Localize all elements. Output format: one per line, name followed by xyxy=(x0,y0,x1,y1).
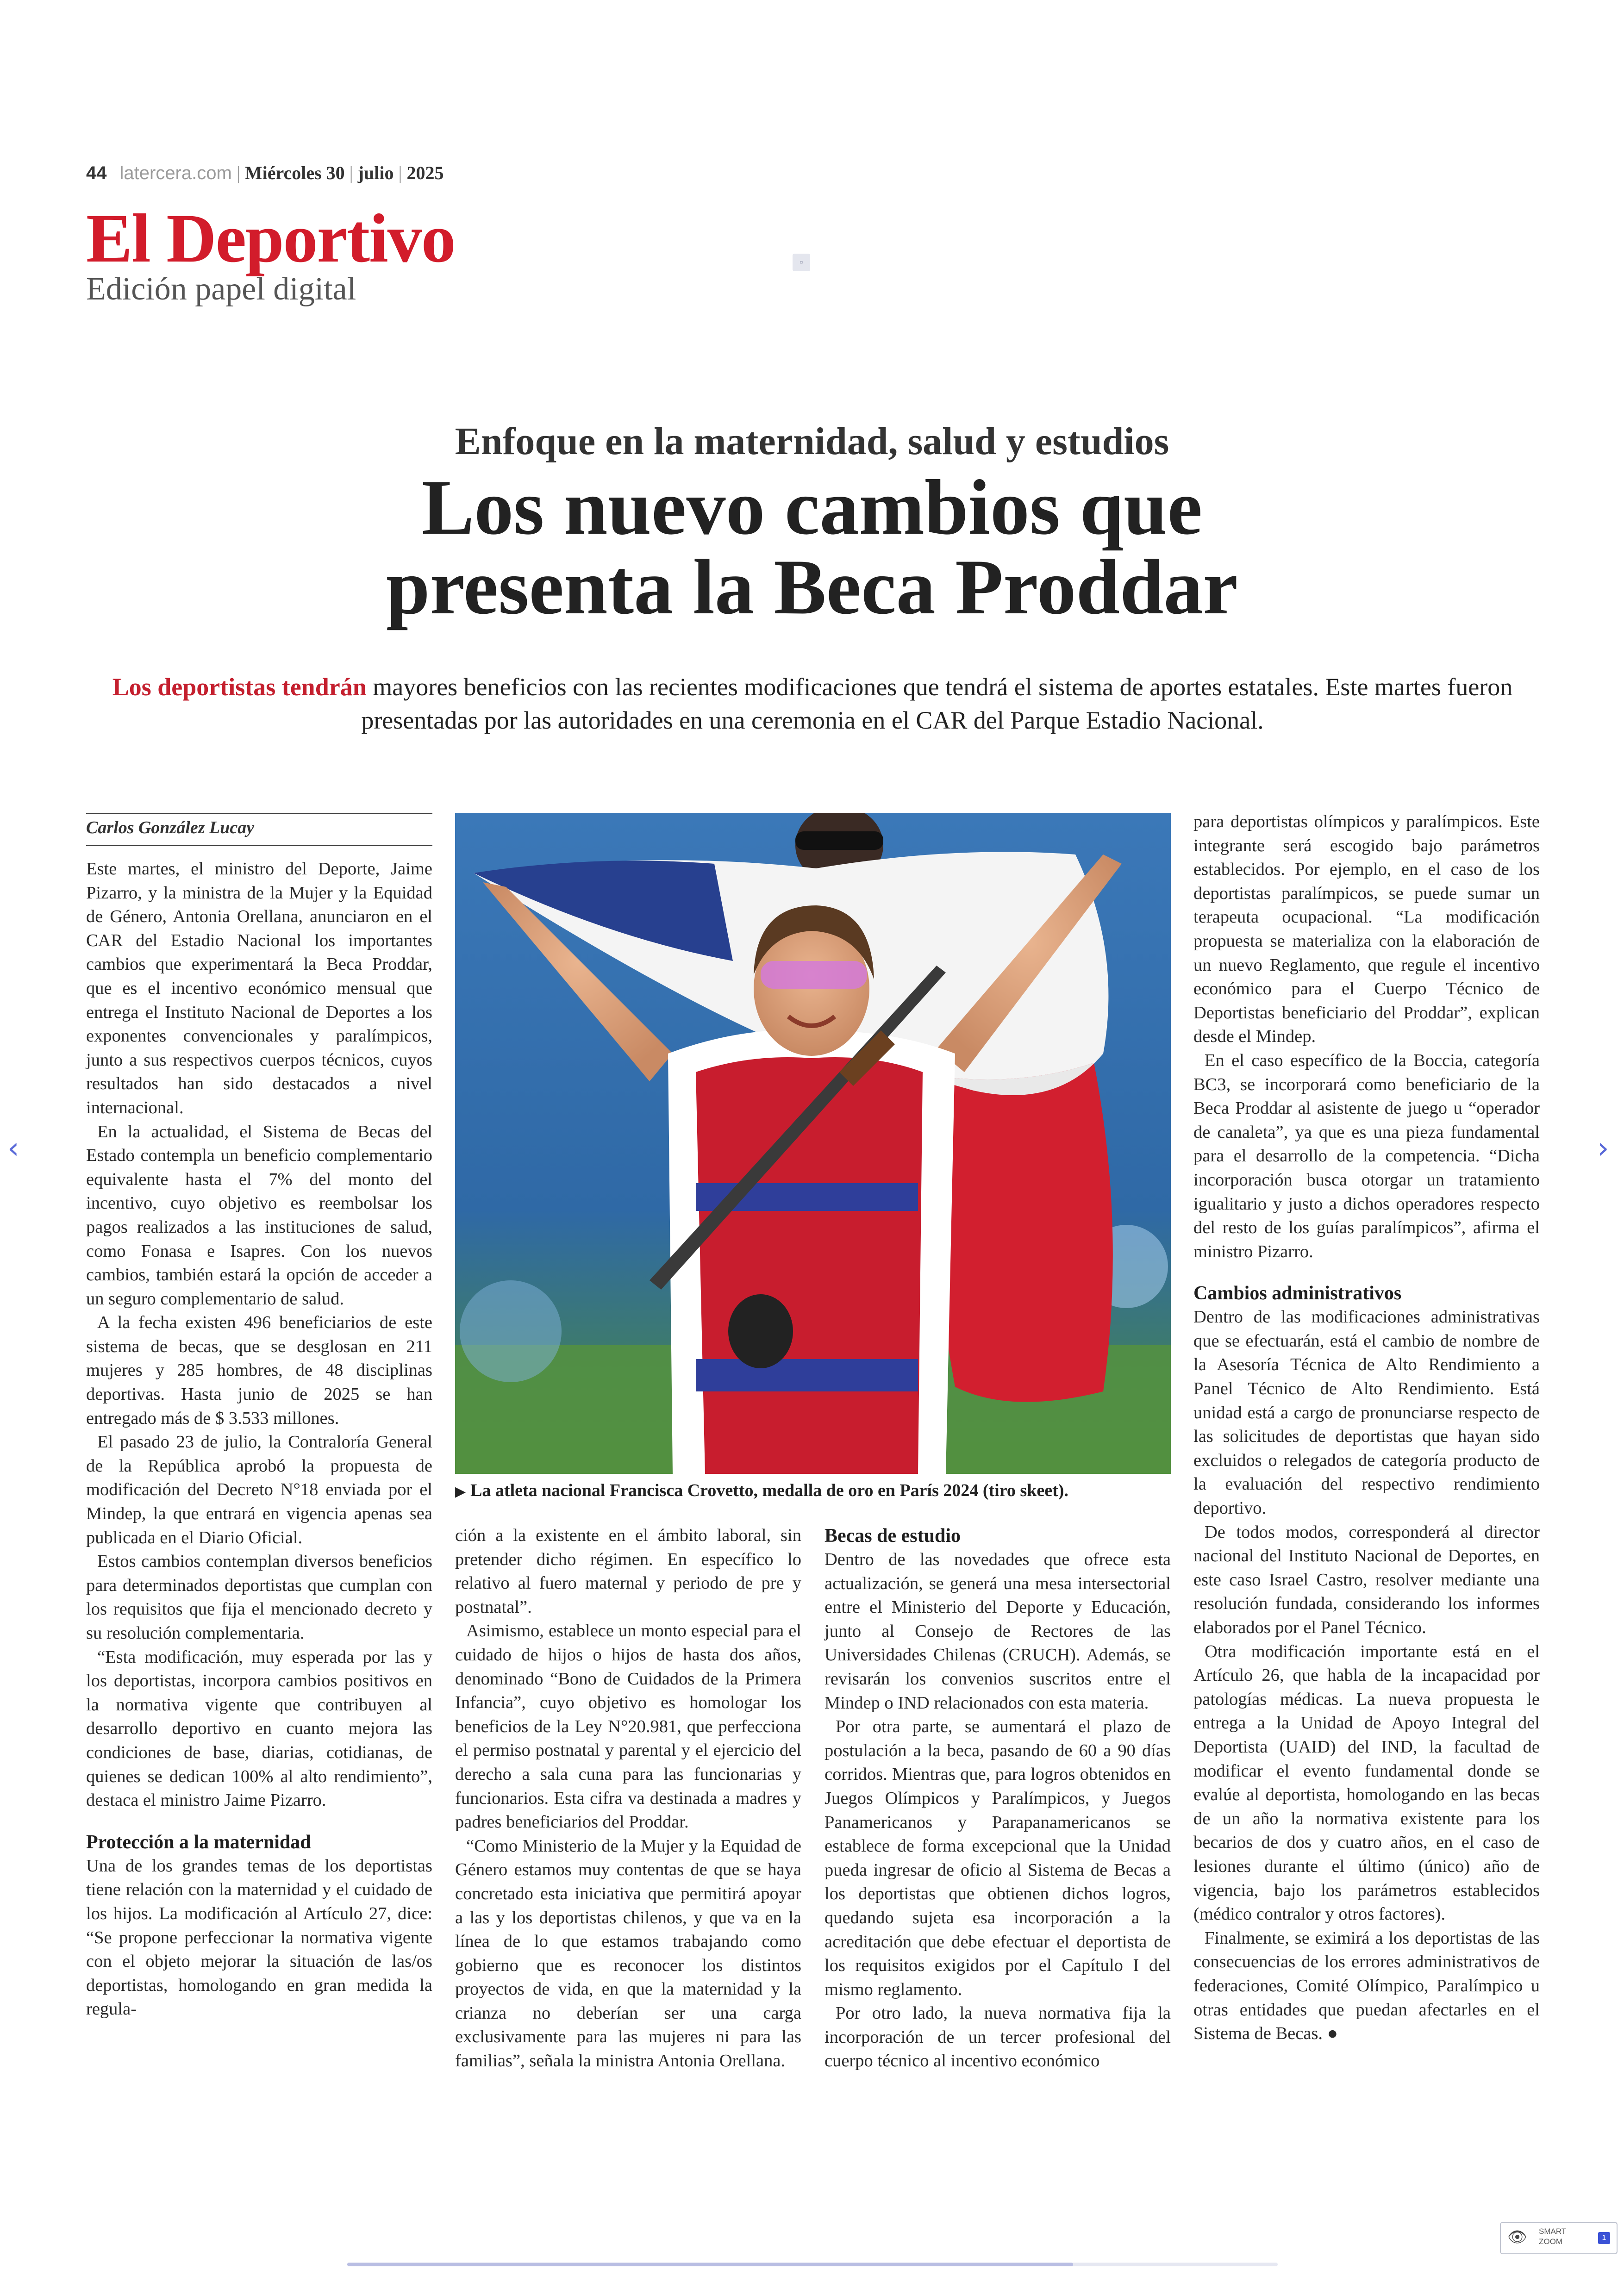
deck-lead: Los deportistas tendrán xyxy=(112,673,367,701)
paragraph: para deportistas olímpicos y paralímpicos. Este integrante será escogido bajo parámetros establecidos. Por ejemplo, en el caso de los deportistas paralímpicos, se puede sumar un terapeuta ocupacional. “La modificación propuesta se materializa con la elaboración de un nuevo Reglamento, que regule el incentivo económico para el Cuerpo Técnico de Deportistas beneficiario del Proddar”, explican desde el Mindep. xyxy=(1193,812,1540,1047)
paragraph: En la actualidad, el Sistema de Becas del Estado contempla un beneficio complementario equivalente hasta el 7% del monto del incentivo, cuyo objetivo es reembolsar los pagos realizados a las instituciones de salud, como Fonasa e Isapres. Con los nuevos cambios, también estará la opción de acceder a un seguro complementario de salud. xyxy=(86,1122,432,1309)
issue-month: julio xyxy=(357,162,394,183)
byline-rule xyxy=(86,845,432,846)
smart-zoom-label: SMART ZOOM xyxy=(1539,2227,1567,2246)
paragraph: Otra modificación importante está en el Artículo 26, que habla de la incapacidad por patologías médicas. La nueva propuesta le entrega a la Unidad de Apoyo Integral del Deportista (UAID) del IND, la facultad de modificar el evento fundamental donde se evalúe al deportista, homologando en las becas de un año la normativa existente para los becarios de dos y cuatro años, en el caso de lesiones durante el último (único) año de vigencia, bajo los parámetros establecidos (médico contralor y otros factores). xyxy=(1193,1641,1540,1924)
smart-zoom-button[interactable] xyxy=(1500,2222,1618,2254)
issue-day: Miércoles 30 xyxy=(244,162,345,183)
article-kicker: Enfoque en la maternidad, salud y estudios xyxy=(455,420,1169,463)
paragraph: Estos cambios contemplan diversos beneficios para determinados deportistas que cumplan con los requisitos que fija el mencionado decreto y su resolución complementaria. xyxy=(86,1552,432,1643)
paragraph: Dentro de las modificaciones administrativas que se efectuarán, está el cambio de nombre de la Asesoría Técnica de Alto Rendimiento a Panel Técnico de Alto Rendimiento. Está unidad está a cargo de pronunciarse respecto de las solicitudes de deportistas que hayan sido excluidos o relegados de categoría producto de la evaluación del respectivo rendimiento deportivo. xyxy=(1193,1307,1540,1518)
paragraph: Por otra parte, se aumentará el plazo de postulación a la beca, pasando de 60 a 90 días corridos. Mientras que, para logros obtenidos en Juegos Olímpicos y Paralímpicos, y Juegos Panamericanos y Parapanamericanos se establece de forma excepcional que la Unidad pueda ingresar de oficio al Sistema de Becas a los deportistas que obtienen dichos logros, quedando sujeta esa incorporación a la acreditación que debe efectuar el deportista de los requisitos exigidos por el Capítulo I del mismo reglamento. xyxy=(824,1717,1171,1999)
headline-line-1: Los nuevo cambios que xyxy=(421,464,1203,551)
article-column-4 xyxy=(1193,810,1540,2046)
paragraph: “Esta modificación, muy esperada por las y los deportistas, incorpora cambios positivos en la normativa vigente que contribuyen al desarrollo deportivo en cuanto mejora las condiciones de base, diarias, cotidianas, de quienes se dedican 100% al alto rendimiento”, destaca el ministro Jaime Pizarro. xyxy=(86,1647,432,1810)
byline: Carlos González Lucay xyxy=(86,818,255,837)
paragraph: Asimismo, establece un monto especial para el cuidado de hijos o hijos de hasta dos años, denominado “Bono de Cuidados de la Primera Infancia”, cuyo objetivo es homologar los beneficios de la Ley N°20.981, que perfecciona el permiso postnatal y parental y el ejercicio del derecho a sala cuna para las funcionarias y funcionarios. Esta cifra va destinada a madres y padres beneficiarios del Proddar. xyxy=(455,1621,801,1832)
bookmark-icon[interactable]: ▫ xyxy=(793,254,810,271)
closing-paragraph: Finalmente, se eximirá a los deportistas de las consecuencias de los errores administrativos de federaciones, Comité Olímpico, Paralímpico u otras entidades que puedan afectarles en el Sistema de Becas. xyxy=(1193,1928,1540,2044)
paragraph: Dentro de las novedades que ofrece esta actualización, se generá una mesa intersectorial entre el Ministerio del Deporte y Educación, junto al Consejo de Rectores de las Universidades Chilenas (CRUCH). Además, se revisarán los convenios suscritos entre el Mindep o IND relacionados con esta materia. xyxy=(824,1550,1171,1713)
paragraph: “Como Ministerio de la Mujer y la Equidad de Género estamos muy contentas de que se haya concretado esta iniciativa que permitirá apoyar a las y los deportistas chilenos, y que va en la línea de lo que estamos trabajando como gobierno que es reconocer los distintos proyectos de vida, en que la maternidad y la crianza no deberían ser una carga exclusivamente para las mujeres ni para las familias”, señala la ministra Antonia Orellana. xyxy=(455,1836,801,2071)
paragraph: El pasado 23 de julio, la Contraloría General de la República aprobó la propuesta de modificación del Decreto N°18 enviada por el Mindep, la que entrará en vigencia apenas sea publicada en el Diario Oficial. xyxy=(86,1432,432,1547)
paragraph: En el caso específico de la Boccia, categoría BC3, se incorporará como beneficiario de la Beca Proddar al asistente de juego u “operador de canaleta”, ya que es una pieza fundamental para el desarrollo de la competencia. “Dicha incorporación busca otorgar un tratamiento igualitario y justo a dichos operadores respecto del resto de los guías paralímpicos”, afirma el ministro Pizarro. xyxy=(1193,1050,1540,1261)
brand-title: El Deportivo xyxy=(86,200,455,277)
caption-marker-icon: ▶ xyxy=(455,1484,466,1499)
article-deck xyxy=(106,670,1518,737)
section-heading-maternidad: Protección a la maternidad xyxy=(86,1831,311,1853)
issue-year: 2025 xyxy=(406,162,444,183)
article-headline xyxy=(0,464,1624,630)
end-mark-icon: ● xyxy=(1327,2024,1338,2044)
folio-line: 44 latercera.com | Miércoles 30 | julio | 2025 xyxy=(86,162,444,183)
deck-text: mayores beneficios con las recientes modificaciones que tendrá el sistema de aportes estatales. Este martes fueron presentadas por las autoridades en una ceremonia en el CAR del Parque Estadio Nacional. xyxy=(361,673,1513,734)
paragraph: Por otro lado, la nueva normativa fija la incorporación de un tercer profesional del cuerpo técnico al incentivo económico xyxy=(824,2003,1171,2071)
page-progress-fill xyxy=(347,2263,1073,2266)
paragraph: Una de los grandes temas de los deportistas tiene relación con la maternidad y el cuidado de los hijos. La modificación al Artículo 27, dice: “Se propone perfeccionar la normativa vigente con el objeto mejorar la situación de las/os deportistas, homologando en gran medida la regula- xyxy=(86,1856,432,2019)
section-heading-administrativos: Cambios administrativos xyxy=(1193,1283,1402,1304)
photo-caption xyxy=(455,1480,1177,1501)
site-name: latercera.com xyxy=(119,163,232,183)
chevron-right-icon[interactable]: › xyxy=(1597,1131,1609,1166)
paragraph: ción a la existente en el ámbito laboral, sin pretender dicho régimen. En específico lo relativo al fuero maternal y periodo de pre y postnatal”. xyxy=(455,1526,801,1617)
chevron-left-icon[interactable]: ‹ xyxy=(7,1131,19,1166)
paragraph: De todos modos, corresponderá al director nacional del Instituto Nacional de Deportes, en este caso Israel Castro, resolver mediante una resolución fundada, considerando los informes elaborados por el Panel Técnico. xyxy=(1193,1522,1540,1637)
paragraph: Este martes, el ministro del Deporte, Jaime Pizarro, y la ministra de la Mujer y la Equidad de Género, Antonia Orellana, anunciaron en el CAR del Estadio Nacional los importantes cambios que experimentará la Beca Proddar, que es el incentivo económico mensual que entrega el Instituto Nacional de Deportes a los exponentes convencionales y paralímpicos, junto a sus respectivos cuerpos técnicos, cuyos resultados han sido destacados a nivel internacional. xyxy=(86,859,432,1117)
article-column-3 xyxy=(824,1524,1171,2073)
page-number: 44 xyxy=(86,163,107,183)
paragraph xyxy=(1193,1927,1540,2046)
article-column-1 xyxy=(86,857,432,2021)
headline-line-2: presenta la Beca Proddar xyxy=(386,543,1238,630)
edition-subtitle: Edición papel digital xyxy=(86,271,356,307)
athlete-photo-illustration xyxy=(455,813,1171,1474)
eye-icon: 👁 xyxy=(1507,2228,1528,2246)
paragraph: A la fecha existen 496 beneficiarios de este sistema de becas, que se desglosan en 211 mujeres y 285 hombres, de 48 disciplinas deportivas. Hasta junio de 2025 se han entregado más de $ 3.533 millones. xyxy=(86,1313,432,1428)
caption-text: La atleta nacional Francisca Crovetto, medalla de oro en París 2024 (tiro skeet). xyxy=(470,1481,1068,1500)
smart-zoom-badge: 1 xyxy=(1598,2232,1610,2244)
article-column-2 xyxy=(455,1524,801,2073)
byline-rule xyxy=(86,813,432,814)
article-photo[interactable] xyxy=(455,813,1171,1474)
section-heading-becas: Becas de estudio xyxy=(824,1525,961,1547)
